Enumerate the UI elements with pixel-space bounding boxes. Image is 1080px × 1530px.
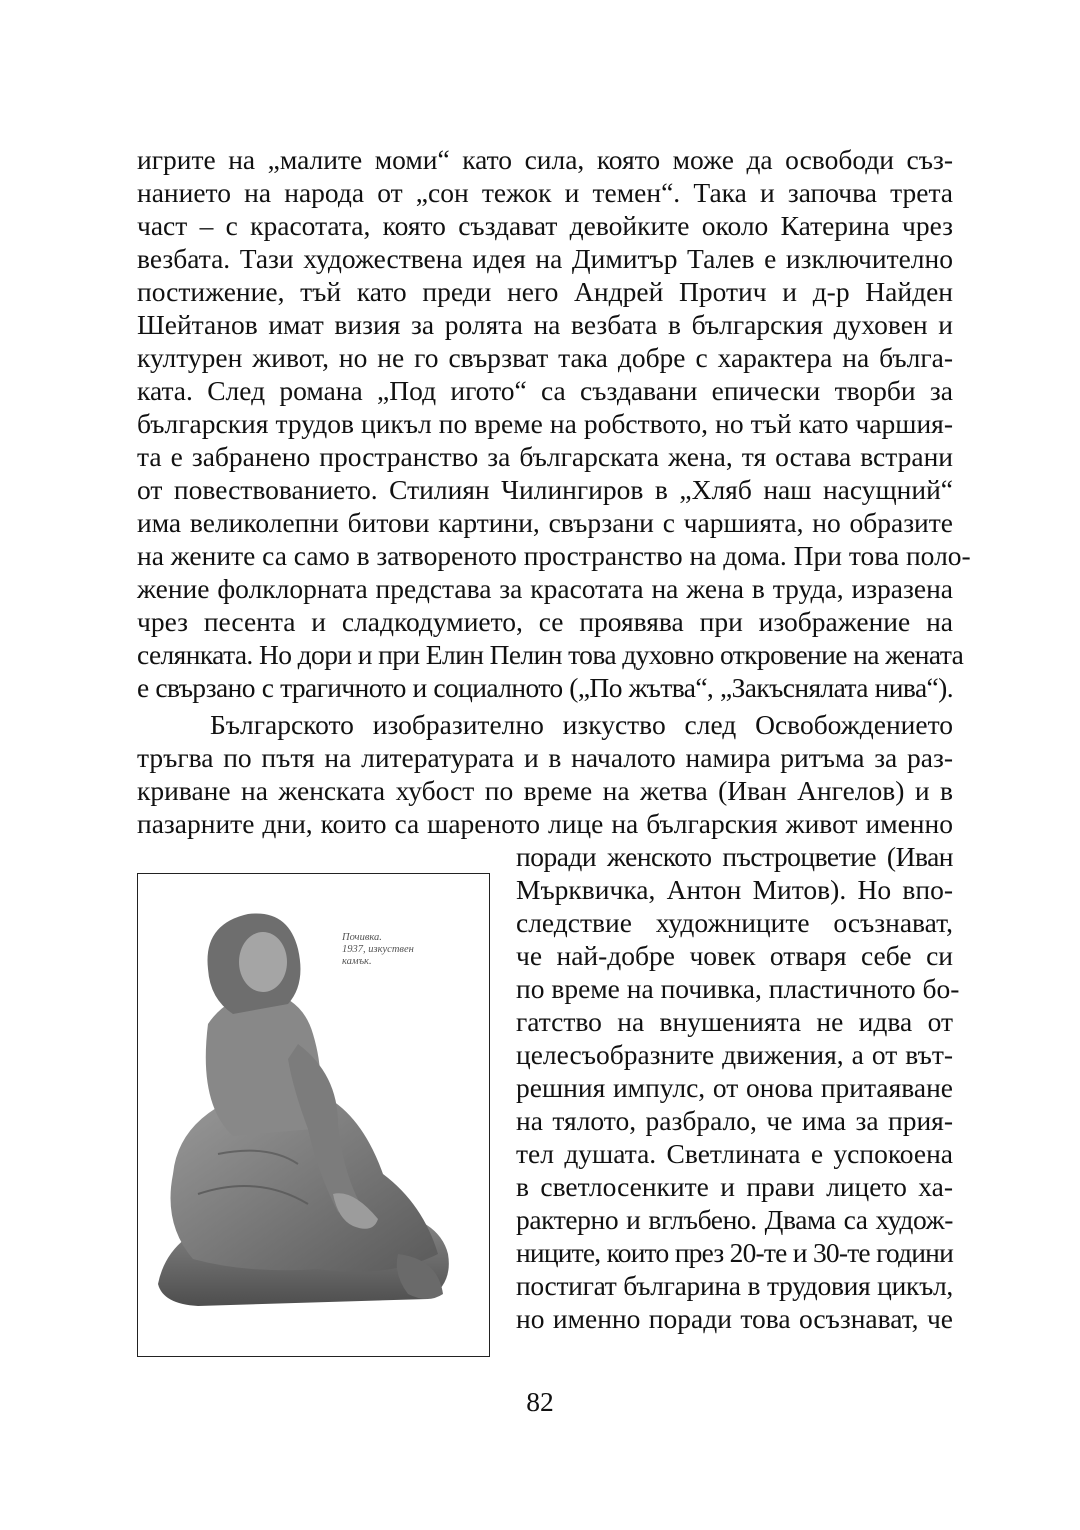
text-line: е свързано с трагичното и социалното („По жътва“, „Закъснялата нива“). bbox=[137, 672, 953, 703]
text-line: по време на почивка, пластичното бо- bbox=[516, 973, 960, 1004]
text-line: решния импулс, от онова притаяване bbox=[516, 1072, 953, 1103]
text-line: ката. След романа „Под игото“ са създавани епически творби за bbox=[137, 375, 953, 406]
text-line: нанието на народа от „сон тежок и темен“. Така и започва трета bbox=[137, 177, 953, 208]
text-line: жение фолклорната представа за красотата на жена в труда, изразена bbox=[137, 573, 953, 604]
text-line: Шейтанов имат визия за ролята на везбата в българския духовен и bbox=[137, 309, 953, 340]
text-line: постижение, тъй като преди него Андрей Протич и д-р Найден bbox=[137, 276, 953, 307]
caption-line: камък. bbox=[342, 956, 372, 967]
text-line: на жените са само в затвореното пространство на дома. При това поло- bbox=[137, 540, 971, 571]
caption-line: 1937, изкуствен bbox=[342, 944, 414, 955]
text-line: но именно поради това осъзнават, че bbox=[516, 1303, 953, 1334]
text-line: везбата. Тази художествена идея на Димитър Талев е изключително bbox=[137, 243, 953, 274]
text-line: гатство на внушенията не идва от bbox=[516, 1006, 953, 1037]
text-line: част – с красотата, която създават девойките около Катерина чрез bbox=[137, 210, 953, 241]
figure-caption bbox=[342, 932, 462, 968]
text-line: има великолепни битови картини, свързани с чаршията, но образите bbox=[137, 507, 953, 538]
text-line: културен живот, но не го свързват така добре с характера на бълга- bbox=[137, 342, 953, 373]
text-line: пазарните дни, които са шареното лице на българския живот именно bbox=[137, 808, 953, 839]
text-line: тел душата. Светлината е успокоена bbox=[516, 1138, 953, 1169]
text-line: следствие художниците осъзнават, bbox=[516, 907, 953, 938]
text-line: тръгва по пътя на литературата и в началото намира ритъма за раз- bbox=[137, 742, 953, 773]
text-line: Мърквичка, Антон Митов). Но впо- bbox=[516, 874, 953, 905]
text-line: криване на женската хубост по време на жетва (Иван Ангелов) и в bbox=[137, 775, 953, 806]
text-line: ниците, които през 20-те и 30-те години bbox=[516, 1237, 953, 1268]
text-line: игрите на „малите моми“ като сила, която може да освободи съз- bbox=[137, 144, 953, 175]
caption-title: Почивка. bbox=[342, 932, 382, 943]
text-line: рактерно и вглъбено. Двама са худож- bbox=[516, 1204, 953, 1235]
text-line: от повествованието. Стилиян Чилингиров в „Хляб наш насущний“ bbox=[137, 474, 953, 505]
page-number: 82 bbox=[526, 1386, 554, 1417]
text-line: в светлосенките и прави лицето ха- bbox=[516, 1171, 953, 1202]
text-line: постигат българина в трудовия цикъл, bbox=[516, 1270, 953, 1301]
text-line: целесъобразните движения, а от вът- bbox=[516, 1039, 953, 1070]
text-line: селянката. Но дори и при Елин Пелин това духовно откровение на жената bbox=[137, 639, 964, 670]
text-line: българския трудов цикъл по време на робството, но тъй като чаршия- bbox=[137, 408, 953, 439]
text-line: на тялото, разбрало, че има за прия- bbox=[516, 1105, 953, 1136]
text-line: та е забранено пространство за българската жена, тя остава встрани bbox=[137, 441, 953, 472]
text-line: поради женското пъстроцветие (Иван bbox=[516, 841, 953, 872]
text-line: чрез песента и сладкодумието, се проявява при изображение на bbox=[137, 606, 953, 637]
text-line: Българското изобразително изкуство след Освобождението bbox=[210, 709, 953, 740]
text-line: че най-добре човек отваря себе си bbox=[516, 940, 953, 971]
